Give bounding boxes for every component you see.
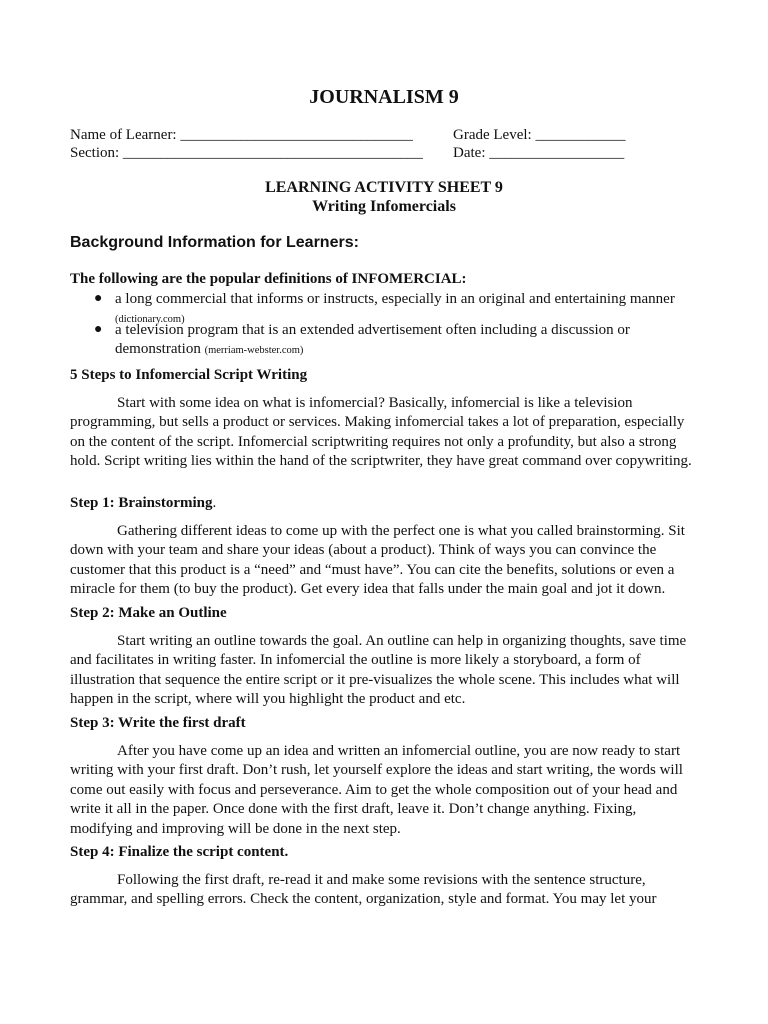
definition-item <box>115 321 675 360</box>
definition-text: a long commercial that informs or instructs, especially in an original and entertaining manner <box>115 291 675 307</box>
background-heading: Background Information for Learners: <box>70 234 359 251</box>
step-1-heading-suffix: . <box>212 495 217 511</box>
step-1-paragraph: Gathering different ideas to come up with the perfect one is what you called brainstorming. Sit down with your team and share your ideas (about a product). Think of ways you can convince the customer that this product is a “need” and “must have”. You can cite the benefits, solutions or even a miracle for them (to buy the product). Get every idea that falls under the main goal and jot it down. <box>70 523 685 598</box>
definitions-heading: The following are the popular definitions of INFOMERCIAL: <box>70 271 467 287</box>
step-3-heading: Step 3: Write the first draft <box>70 715 246 731</box>
bullet-icon: ● <box>94 322 103 337</box>
definition-source: (dictionary.com) <box>115 314 185 325</box>
intro-heading: 5 Steps to Infomercial Script Writing <box>70 367 308 383</box>
name-of-learner-field: Name of Learner: _______________________________ <box>70 127 413 143</box>
bullet-icon: ● <box>94 291 103 306</box>
step-1-heading <box>70 495 216 512</box>
date-field: Date: __________________ <box>453 145 625 161</box>
activity-sheet-subtitle: Writing Infomercials <box>312 198 456 215</box>
section-field: Section: ________________________________________ <box>70 145 423 161</box>
grade-level-field: Grade Level: ____________ <box>453 127 626 143</box>
definition-text: a television program that is an extended advertisement often including a discussion or demonstration <box>115 322 630 357</box>
step-4-heading: Step 4: Finalize the script content. <box>70 844 289 860</box>
step-2-heading: Step 2: Make an Outline <box>70 605 227 621</box>
intro-paragraph: Start with some idea on what is infomercial? Basically, infomercial is like a television programming, but sells a product or services. Making infomercial takes a lot of preparation, especially on the content of the script. Infomercial scriptwriting requires not only a profundity, but also a strong hold. Script writing lies within the hand of the scriptwriter, they have great command over copywriting. <box>70 395 692 470</box>
step-4-paragraph: Following the first draft, re-read it and make some revisions with the sentence structure, grammar, and spelling errors. Check the content, organization, style and format. You may let your <box>70 872 657 908</box>
step-1-heading-text: Step 1: Brainstorming <box>70 495 213 511</box>
activity-sheet-title: LEARNING ACTIVITY SHEET 9 <box>265 179 503 196</box>
step-2-paragraph: Start writing an outline towards the goal. An outline can help in organizing thoughts, save time and facilitates in writing faster. In infomercial the outline is more likely a storyboard, a form of illustration that sequence the entire script or it pre-visualizes the whole scene. This includes what will happen in the script, where will you highlight the product and etc. <box>70 633 687 708</box>
document-title: JOURNALISM 9 <box>309 86 459 108</box>
step-3-paragraph: After you have come up an idea and written an infomercial outline, you are now ready to start writing with your first draft. Don’t rush, let yourself explore the ideas and start writing, the words will come out easily with focus and perseverance. Aim to get the whole composition out of your head and write it all in the paper. Once done with the first draft, leave it. Don’t change anything. Fixing, modifying and improving will be done in the next step. <box>70 743 683 837</box>
definition-source: (merriam-webster.com) <box>204 345 304 356</box>
